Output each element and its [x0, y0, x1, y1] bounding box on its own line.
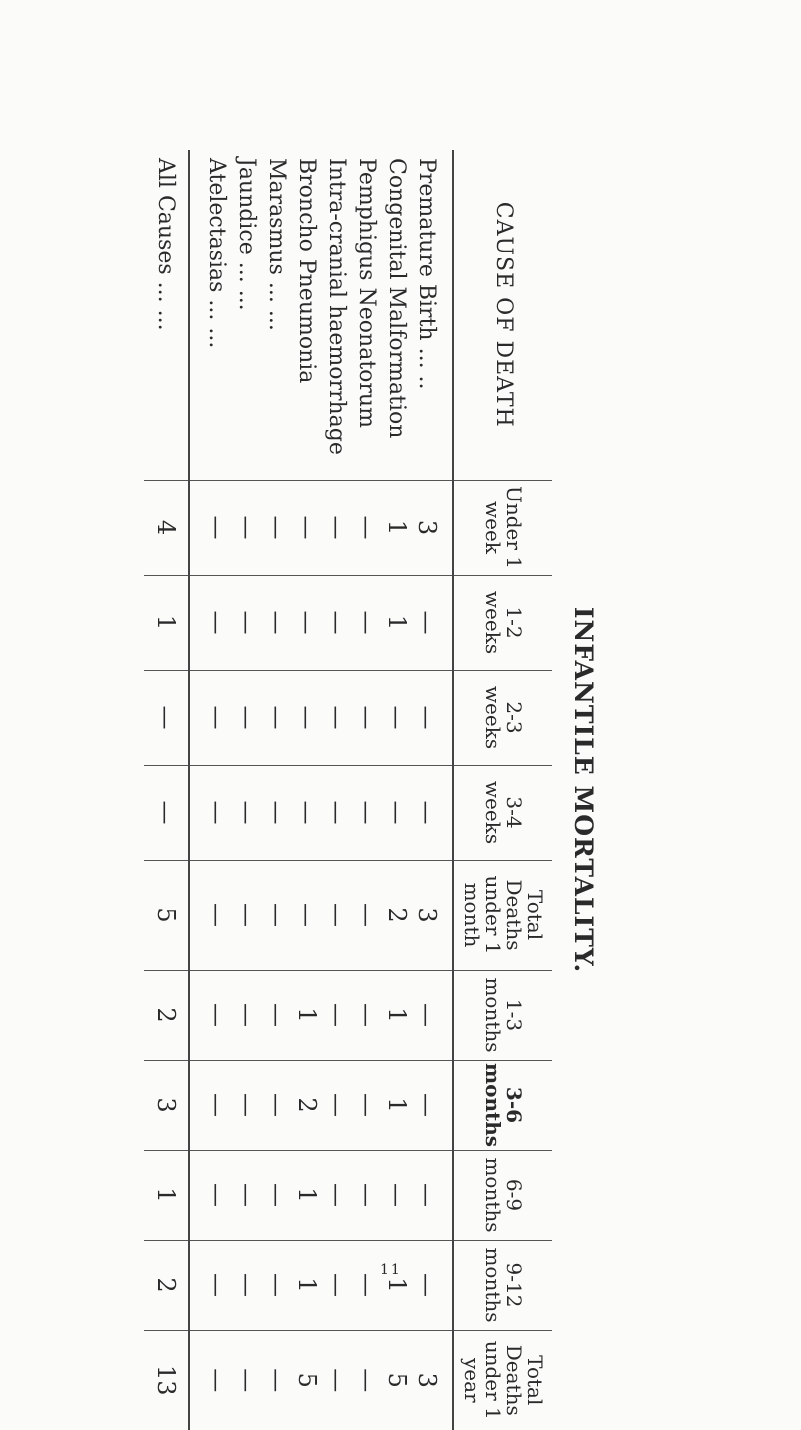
value-cell: — — [382, 765, 412, 860]
page-title: INFANTILE MORTALITY. — [569, 606, 598, 974]
header-row — [453, 150, 552, 1430]
value-cell: — — [262, 1330, 292, 1430]
table-row — [232, 150, 262, 1430]
value-cell: — — [202, 765, 232, 860]
value-cell: — — [232, 970, 262, 1060]
value-cell: — — [262, 860, 292, 970]
value-cell: — — [232, 1330, 262, 1430]
spacer-row — [189, 150, 202, 1430]
value-cell: — — [322, 860, 352, 970]
value-cell: 1 — [292, 1240, 322, 1330]
value-cell: — — [202, 1060, 232, 1150]
total-value-cell: 2 — [144, 1240, 189, 1330]
value-cell: — — [352, 1240, 382, 1330]
value-cell: — — [322, 765, 352, 860]
value-cell: — — [322, 1240, 352, 1330]
total-value-cell: 1 — [144, 1150, 189, 1240]
value-cell: — — [202, 970, 232, 1060]
value-cell: — — [352, 1060, 382, 1150]
col-header: 3-6 months — [453, 1060, 552, 1150]
value-cell: — — [232, 1240, 262, 1330]
value-cell: — — [412, 970, 453, 1060]
col-header: 3-4 weeks — [453, 765, 552, 860]
value-cell: — — [232, 765, 262, 860]
value-cell: — — [262, 575, 292, 670]
value-cell: — — [352, 575, 382, 670]
value-cell: — — [322, 1150, 352, 1240]
value-cell: — — [412, 575, 453, 670]
value-cell: 1 — [382, 1060, 412, 1150]
total-value-cell: — — [144, 765, 189, 860]
value-cell: — — [262, 765, 292, 860]
value-cell: 3 — [412, 860, 453, 970]
value-cell: — — [352, 970, 382, 1060]
total-value-cell: 5 — [144, 860, 189, 970]
cause-cell: Jaundice ... ... — [234, 158, 260, 311]
value-cell: — — [202, 1240, 232, 1330]
value-cell: — — [322, 575, 352, 670]
value-cell: — — [412, 1060, 453, 1150]
value-cell: — — [292, 860, 322, 970]
value-cell: — — [352, 765, 382, 860]
value-cell: 1 — [382, 1240, 412, 1330]
col-header: Under 1 week — [453, 480, 552, 575]
col-header: 9-12 months — [453, 1240, 552, 1330]
value-cell: — — [412, 1150, 453, 1240]
value-cell: — — [352, 670, 382, 765]
value-cell: 5 — [382, 1330, 412, 1430]
table-row — [412, 150, 453, 1430]
total-value-cell: 1 — [144, 575, 189, 670]
total-value-cell: 13 — [144, 1330, 189, 1430]
cause-cell: Pemphigus Neonatorum — [354, 158, 380, 428]
table-row — [262, 150, 292, 1430]
value-cell: — — [382, 670, 412, 765]
value-cell: — — [202, 670, 232, 765]
value-cell: — — [232, 1150, 262, 1240]
value-cell: — — [382, 1150, 412, 1240]
cause-cell: Broncho Pneumonia — [294, 158, 320, 384]
value-cell: — — [232, 860, 262, 970]
value-cell: — — [322, 480, 352, 575]
value-cell: — — [232, 670, 262, 765]
col-header: Total Deaths under 1 month — [453, 860, 552, 970]
value-cell: 1 — [382, 970, 412, 1060]
table-row — [382, 150, 412, 1430]
mortality-table — [144, 150, 552, 1430]
value-cell: — — [262, 1240, 292, 1330]
value-cell: — — [262, 1060, 292, 1150]
value-cell: — — [322, 670, 352, 765]
value-cell: — — [352, 1330, 382, 1430]
value-cell: — — [352, 1150, 382, 1240]
table-row — [352, 150, 382, 1430]
value-cell: — — [202, 860, 232, 970]
col-header: Total Deaths under 1 year — [453, 1330, 552, 1430]
value-cell: — — [262, 670, 292, 765]
value-cell: — — [292, 575, 322, 670]
value-cell: — — [262, 1150, 292, 1240]
col-header: CAUSE OF DEATH — [453, 150, 552, 480]
value-cell: — — [412, 1240, 453, 1330]
cause-cell: Marasmus ... ... — [264, 158, 290, 331]
table-row — [292, 150, 322, 1430]
value-cell: — — [322, 1330, 352, 1430]
value-cell: — — [202, 1150, 232, 1240]
total-row — [144, 150, 189, 1430]
value-cell: — — [262, 480, 292, 575]
col-header: 6-9 months — [453, 1150, 552, 1240]
value-cell: — — [352, 480, 382, 575]
value-cell: 1 — [292, 970, 322, 1060]
value-cell: — — [412, 765, 453, 860]
total-cause-cell: All Causes ... ... — [144, 150, 189, 480]
cause-cell: Intra-cranial haemorrhage — [324, 158, 350, 455]
value-cell: — — [292, 480, 322, 575]
col-header: 1-2 weeks — [453, 575, 552, 670]
value-cell: — — [322, 1060, 352, 1150]
value-cell: 2 — [292, 1060, 322, 1150]
value-cell: — — [202, 575, 232, 670]
cause-cell: Premature Birth ... .. — [414, 158, 440, 390]
value-cell: 5 — [292, 1330, 322, 1430]
total-value-cell: 2 — [144, 970, 189, 1060]
value-cell: — — [232, 480, 262, 575]
value-cell: — — [292, 670, 322, 765]
value-cell: 1 — [382, 575, 412, 670]
value-cell: — — [232, 575, 262, 670]
value-cell: — — [352, 860, 382, 970]
total-value-cell: 3 — [144, 1060, 189, 1150]
table-row — [202, 150, 232, 1430]
cause-cell: Atelectasias ... ... — [204, 158, 230, 349]
value-cell: 3 — [412, 1330, 453, 1430]
page-number: 11 — [380, 1262, 402, 1278]
value-cell: — — [292, 765, 322, 860]
value-cell: 1 — [382, 480, 412, 575]
value-cell: 1 — [292, 1150, 322, 1240]
value-cell: — — [202, 480, 232, 575]
rotated-page — [68, 150, 608, 1430]
value-cell: 3 — [412, 480, 453, 575]
cause-cell: Congenital Malformation — [384, 158, 410, 439]
value-cell: — — [262, 970, 292, 1060]
value-cell: 2 — [382, 860, 412, 970]
value-cell: — — [322, 970, 352, 1060]
value-cell: — — [412, 670, 453, 765]
col-header: 1-3 months — [453, 970, 552, 1060]
table-row — [322, 150, 352, 1430]
value-cell: — — [232, 1060, 262, 1150]
total-value-cell: — — [144, 670, 189, 765]
value-cell: — — [202, 1330, 232, 1430]
col-header: 2-3 weeks — [453, 670, 552, 765]
total-value-cell: 4 — [144, 480, 189, 575]
